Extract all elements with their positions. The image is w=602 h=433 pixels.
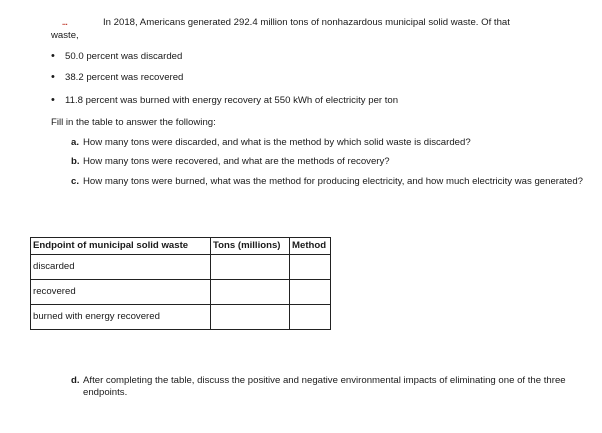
question-d (71, 375, 583, 399)
bullet-icon: • (51, 71, 55, 83)
cell-tons[interactable] (211, 280, 290, 305)
cell-endpoint: recovered (31, 280, 211, 305)
question-text: How many tons were recovered, and what are the methods of recovery? (83, 156, 390, 167)
intro-line-1: In 2018, Americans generated 292.4 million tons of nonhazardous municipal solid waste. Of that (103, 17, 510, 28)
table-row (31, 280, 331, 305)
question-label: a. (71, 137, 80, 148)
bullet-text: 50.0 percent was discarded (65, 51, 183, 62)
question-label: b. (71, 156, 80, 167)
bullet-burned (51, 95, 398, 107)
question-text: How many tons were discarded, and what is the method by which solid waste is discarded? (83, 137, 471, 148)
table-row (31, 255, 331, 280)
bullet-icon: • (51, 94, 55, 106)
bullet-discarded (51, 51, 182, 63)
bullet-text: 11.8 percent was burned with energy recovery at 550 kWh of electricity per ton (65, 95, 399, 106)
bullet-recovered (51, 72, 183, 84)
endpoints-table (30, 237, 331, 330)
table-header-row (31, 238, 331, 255)
cell-method[interactable] (290, 280, 331, 305)
header-tons: Tons (millions) (211, 238, 290, 255)
intro-line-2: waste, (51, 30, 79, 41)
question-c (71, 176, 583, 188)
question-label: d. (71, 375, 80, 386)
cell-endpoint: discarded (31, 255, 211, 280)
cell-endpoint: burned with energy recovered (31, 305, 211, 330)
question-label: c. (71, 176, 80, 187)
instruction-text: Fill in the table to answer the following: (51, 117, 216, 128)
table-row (31, 305, 331, 330)
header-endpoint: Endpoint of municipal solid waste (31, 238, 211, 255)
question-text: How many tons were burned, what was the method for producing electricity, and how much electricity was generated? (83, 176, 584, 187)
bullet-text: 38.2 percent was recovered (65, 72, 184, 83)
question-text: After completing the table, discuss the positive and negative environmental impacts of eliminating one of the three endpoints. (83, 375, 566, 398)
cell-method[interactable] (290, 305, 331, 330)
cell-tons[interactable] (211, 255, 290, 280)
cell-tons[interactable] (211, 305, 290, 330)
header-method: Method (290, 238, 331, 255)
cropped-text-mark: ... (62, 18, 68, 27)
bullet-icon: • (51, 50, 55, 62)
cell-method[interactable] (290, 255, 331, 280)
question-a (71, 137, 591, 149)
question-b (71, 156, 591, 168)
